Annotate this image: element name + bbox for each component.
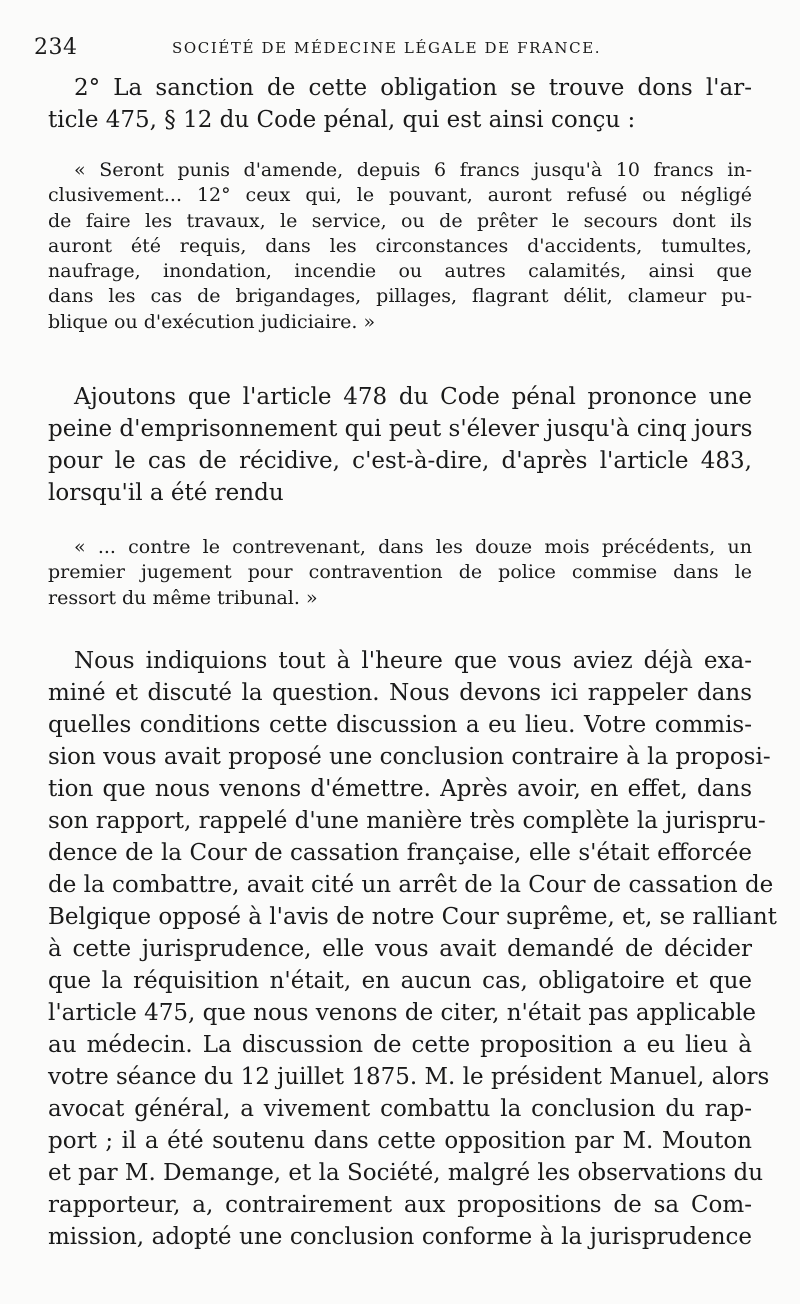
text-line: « ... contre le contrevenant, dans les douze mois précédents, un [74, 536, 752, 558]
paragraph-nous-indiquions [48, 645, 777, 1253]
text-line: ressort du même tribunal. » [48, 586, 318, 609]
text-line: son rapport, rappelé d'une manière très complète la jurispru- [48, 808, 766, 834]
code-penal-quotation [48, 158, 752, 335]
text-line: dence de la Cour de cassation française, elle s'était efforcée [48, 840, 752, 866]
text-line: avocat général, a vivement combattu la conclusion du rap- [48, 1096, 752, 1122]
running-head: SOCIÉTÉ DE MÉDECINE LÉGALE DE FRANCE. [172, 39, 602, 57]
text-line: de la combattre, avait cité un arrêt de la Cour de cassation de [48, 872, 774, 898]
text-line: premier jugement pour contravention de police commise dans le [48, 561, 752, 584]
text-line: et par M. Demange, et la Société, malgré les observations du [48, 1160, 764, 1186]
text-line: ticle 475, § 12 du Code pénal, qui est ainsi conçu : [48, 107, 636, 133]
text-line: clusivement... 12° ceux qui, le pouvant, auront refusé ou négligé [48, 184, 752, 207]
text-line: dans les cas de brigandages, pillages, flagrant délit, clameur pu- [48, 285, 752, 308]
text-line: Belgique opposé à l'avis de notre Cour suprême, et, se ralliant [48, 904, 777, 930]
text-line: tion que nous venons d'émettre. Après avoir, en effet, dans [48, 776, 752, 802]
text-line: de faire les travaux, le service, ou de prêter le secours dont ils [48, 209, 752, 232]
text-line: que la réquisition n'était, en aucun cas, obligatoire et que [48, 968, 752, 994]
text-line: Nous indiquions tout à l'heure que vous aviez déjà exa- [74, 648, 752, 674]
intro-paragraph [48, 72, 752, 136]
text-line: lorsqu'il a été rendu [48, 480, 284, 506]
text-line: rapporteur, a, contrairement aux propositions de sa Com- [48, 1192, 752, 1218]
text-line: « Seront punis d'amende, depuis 6 francs jusqu'à 10 francs in- [74, 159, 752, 181]
text-line: port ; il a été soutenu dans cette opposition par M. Mouton [48, 1128, 752, 1154]
text-line: quelles conditions cette discussion a eu lieu. Votre commis- [48, 712, 752, 738]
paragraph-ajoutons [48, 381, 752, 509]
page-header [34, 30, 774, 66]
text-line: blique ou d'exécution judiciaire. » [48, 310, 376, 333]
recidive-quotation [48, 535, 752, 611]
text-line: naufrage, inondation, incendie ou autres calamités, ainsi que [48, 260, 752, 283]
text-line: miné et discuté la question. Nous devons ici rappeler dans [48, 680, 752, 706]
text-line: peine d'emprisonnement qui peut s'élever jusqu'à cinq jours [48, 416, 753, 442]
text-line: votre séance du 12 juillet 1875. M. le président Manuel, alors [48, 1064, 770, 1090]
text-line: sion vous avait proposé une conclusion contraire à la proposi- [48, 744, 771, 770]
text-line: mission, adopté une conclusion conforme à la jurisprudence [48, 1224, 752, 1250]
text-line: auront été requis, dans les circonstances d'accidents, tumultes, [48, 234, 752, 257]
text-line: à cette jurisprudence, elle vous avait demandé de décider [48, 936, 752, 962]
page-number: 234 [34, 35, 78, 60]
text-line: 2° La sanction de cette obligation se trouve dons l'ar- [74, 75, 752, 101]
text-line: au médecin. La discussion de cette proposition a eu lieu à [48, 1032, 752, 1058]
text-line: Ajoutons que l'article 478 du Code pénal prononce une [74, 384, 752, 410]
text-line: l'article 475, que nous venons de citer, n'était pas applicable [48, 1000, 757, 1026]
text-line: pour le cas de récidive, c'est-à-dire, d'après l'article 483, [48, 448, 752, 474]
